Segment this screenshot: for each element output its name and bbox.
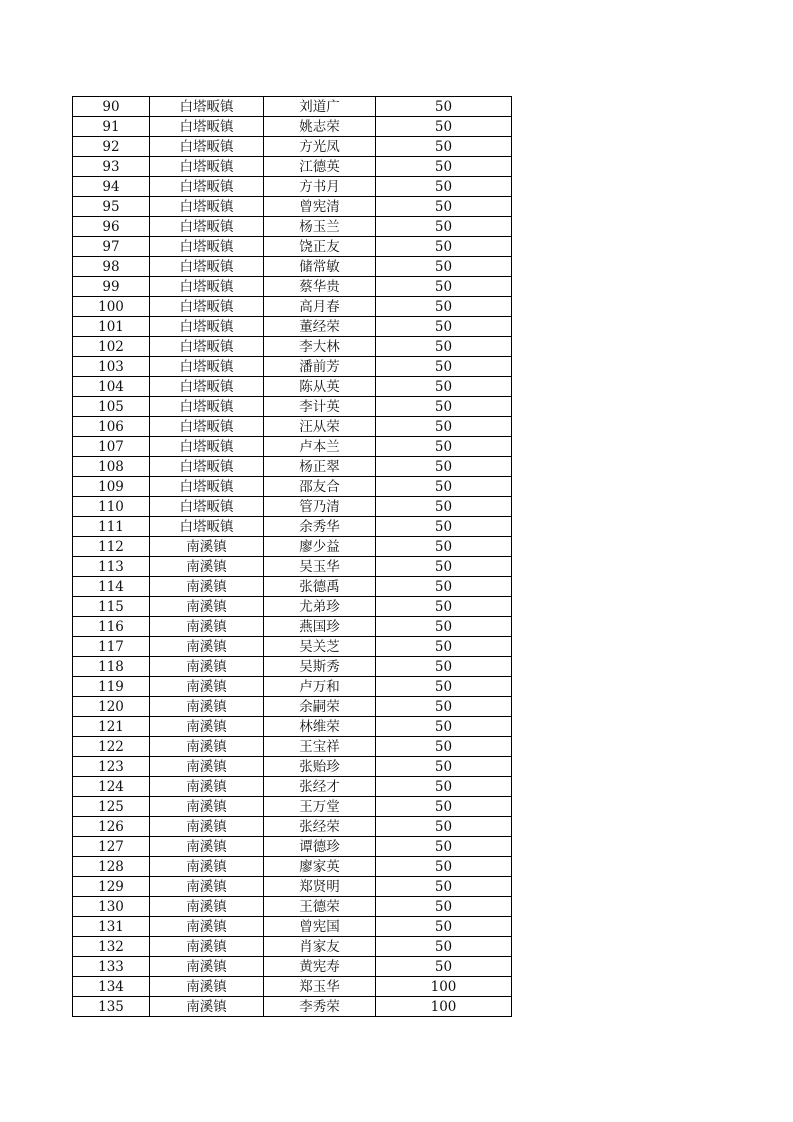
town-cell: 白塔畈镇 xyxy=(150,477,264,497)
amount-cell: 50 xyxy=(376,697,512,717)
town-cell: 白塔畈镇 xyxy=(150,337,264,357)
amount-cell: 50 xyxy=(376,477,512,497)
table-row xyxy=(73,537,512,557)
row-number-cell: 92 xyxy=(73,137,150,157)
town-cell: 白塔畈镇 xyxy=(150,157,264,177)
table-row xyxy=(73,737,512,757)
name-cell: 杨玉兰 xyxy=(264,217,376,237)
table-row xyxy=(73,457,512,477)
table-row xyxy=(73,797,512,817)
row-number-cell: 125 xyxy=(73,797,150,817)
town-cell: 南溪镇 xyxy=(150,597,264,617)
row-number-cell: 104 xyxy=(73,377,150,397)
row-number-cell: 107 xyxy=(73,437,150,457)
amount-cell: 50 xyxy=(376,277,512,297)
name-cell: 李大林 xyxy=(264,337,376,357)
name-cell: 潘前芳 xyxy=(264,357,376,377)
amount-cell: 50 xyxy=(376,237,512,257)
name-cell: 张贻珍 xyxy=(264,757,376,777)
name-cell: 陈从英 xyxy=(264,377,376,397)
table-row xyxy=(73,677,512,697)
amount-cell: 50 xyxy=(376,857,512,877)
name-cell: 吴关芝 xyxy=(264,637,376,657)
town-cell: 南溪镇 xyxy=(150,757,264,777)
name-cell: 江德英 xyxy=(264,157,376,177)
town-cell: 白塔畈镇 xyxy=(150,297,264,317)
amount-cell: 50 xyxy=(376,657,512,677)
table-row xyxy=(73,157,512,177)
name-cell: 黄宪寿 xyxy=(264,957,376,977)
row-number-cell: 131 xyxy=(73,917,150,937)
name-cell: 高月春 xyxy=(264,297,376,317)
town-cell: 白塔畈镇 xyxy=(150,197,264,217)
table-row xyxy=(73,517,512,537)
table-row xyxy=(73,597,512,617)
row-number-cell: 101 xyxy=(73,317,150,337)
table-row xyxy=(73,577,512,597)
name-cell: 尤弟珍 xyxy=(264,597,376,617)
name-cell: 张德禹 xyxy=(264,577,376,597)
town-cell: 南溪镇 xyxy=(150,957,264,977)
row-number-cell: 126 xyxy=(73,817,150,837)
row-number-cell: 135 xyxy=(73,997,150,1017)
row-number-cell: 123 xyxy=(73,757,150,777)
amount-cell: 50 xyxy=(376,957,512,977)
row-number-cell: 103 xyxy=(73,357,150,377)
table-row xyxy=(73,777,512,797)
name-cell: 杨正翠 xyxy=(264,457,376,477)
row-number-cell: 99 xyxy=(73,277,150,297)
town-cell: 南溪镇 xyxy=(150,717,264,737)
name-cell: 邵友合 xyxy=(264,477,376,497)
row-number-cell: 110 xyxy=(73,497,150,517)
name-cell: 余秀华 xyxy=(264,517,376,537)
amount-cell: 50 xyxy=(376,617,512,637)
town-cell: 南溪镇 xyxy=(150,637,264,657)
amount-cell: 50 xyxy=(376,397,512,417)
amount-cell: 50 xyxy=(376,317,512,337)
table-row xyxy=(73,417,512,437)
name-cell: 郑玉华 xyxy=(264,977,376,997)
amount-cell: 50 xyxy=(376,917,512,937)
amount-cell: 50 xyxy=(376,437,512,457)
name-cell: 谭德珍 xyxy=(264,837,376,857)
name-cell: 王宝祥 xyxy=(264,737,376,757)
amount-cell: 50 xyxy=(376,457,512,477)
town-cell: 白塔畈镇 xyxy=(150,517,264,537)
table-row xyxy=(73,397,512,417)
town-cell: 南溪镇 xyxy=(150,657,264,677)
amount-cell: 50 xyxy=(376,817,512,837)
town-cell: 白塔畈镇 xyxy=(150,257,264,277)
table-row xyxy=(73,897,512,917)
name-cell: 李计英 xyxy=(264,397,376,417)
table-row xyxy=(73,757,512,777)
amount-cell: 50 xyxy=(376,877,512,897)
name-cell: 刘道广 xyxy=(264,97,376,117)
row-number-cell: 116 xyxy=(73,617,150,637)
row-number-cell: 119 xyxy=(73,677,150,697)
town-cell: 白塔畈镇 xyxy=(150,397,264,417)
name-cell: 廖家英 xyxy=(264,857,376,877)
row-number-cell: 98 xyxy=(73,257,150,277)
town-cell: 白塔畈镇 xyxy=(150,497,264,517)
town-cell: 白塔畈镇 xyxy=(150,97,264,117)
amount-cell: 50 xyxy=(376,497,512,517)
amount-cell: 50 xyxy=(376,717,512,737)
row-number-cell: 130 xyxy=(73,897,150,917)
town-cell: 白塔畈镇 xyxy=(150,217,264,237)
table-row xyxy=(73,937,512,957)
table-row xyxy=(73,477,512,497)
town-cell: 白塔畈镇 xyxy=(150,317,264,337)
row-number-cell: 91 xyxy=(73,117,150,137)
table-row xyxy=(73,977,512,997)
town-cell: 南溪镇 xyxy=(150,877,264,897)
town-cell: 南溪镇 xyxy=(150,617,264,637)
amount-cell: 50 xyxy=(376,377,512,397)
name-cell: 姚志荣 xyxy=(264,117,376,137)
amount-cell: 50 xyxy=(376,137,512,157)
amount-cell: 50 xyxy=(376,897,512,917)
amount-cell: 50 xyxy=(376,537,512,557)
name-cell: 曾宪清 xyxy=(264,197,376,217)
amount-cell: 50 xyxy=(376,417,512,437)
town-cell: 南溪镇 xyxy=(150,897,264,917)
name-cell: 余嗣荣 xyxy=(264,697,376,717)
row-number-cell: 120 xyxy=(73,697,150,717)
table-row xyxy=(73,97,512,117)
name-cell: 张经荣 xyxy=(264,817,376,837)
table-row xyxy=(73,337,512,357)
table-row xyxy=(73,317,512,337)
town-cell: 南溪镇 xyxy=(150,677,264,697)
table-row xyxy=(73,637,512,657)
row-number-cell: 97 xyxy=(73,237,150,257)
name-cell: 卢本兰 xyxy=(264,437,376,457)
table-row xyxy=(73,217,512,237)
table-row xyxy=(73,137,512,157)
name-cell: 吴斯秀 xyxy=(264,657,376,677)
town-cell: 南溪镇 xyxy=(150,537,264,557)
table-row xyxy=(73,857,512,877)
table-row xyxy=(73,817,512,837)
town-cell: 白塔畈镇 xyxy=(150,117,264,137)
row-number-cell: 96 xyxy=(73,217,150,237)
name-cell: 王万堂 xyxy=(264,797,376,817)
amount-cell: 50 xyxy=(376,517,512,537)
amount-cell: 50 xyxy=(376,157,512,177)
table-body xyxy=(73,97,512,1017)
row-number-cell: 90 xyxy=(73,97,150,117)
name-cell: 管乃清 xyxy=(264,497,376,517)
row-number-cell: 105 xyxy=(73,397,150,417)
name-cell: 燕国珍 xyxy=(264,617,376,637)
name-cell: 方光凤 xyxy=(264,137,376,157)
town-cell: 南溪镇 xyxy=(150,797,264,817)
town-cell: 南溪镇 xyxy=(150,697,264,717)
table-row xyxy=(73,437,512,457)
table-row xyxy=(73,697,512,717)
amount-cell: 50 xyxy=(376,117,512,137)
town-cell: 白塔畈镇 xyxy=(150,377,264,397)
town-cell: 白塔畈镇 xyxy=(150,237,264,257)
table-row xyxy=(73,657,512,677)
row-number-cell: 113 xyxy=(73,557,150,577)
name-cell: 吴玉华 xyxy=(264,557,376,577)
row-number-cell: 121 xyxy=(73,717,150,737)
town-cell: 白塔畈镇 xyxy=(150,457,264,477)
row-number-cell: 132 xyxy=(73,937,150,957)
name-cell: 饶正友 xyxy=(264,237,376,257)
row-number-cell: 129 xyxy=(73,877,150,897)
table-row xyxy=(73,297,512,317)
amount-cell: 50 xyxy=(376,797,512,817)
amount-cell: 100 xyxy=(376,977,512,997)
table-row xyxy=(73,197,512,217)
amount-cell: 50 xyxy=(376,357,512,377)
data-table xyxy=(72,96,512,1017)
row-number-cell: 122 xyxy=(73,737,150,757)
table-row xyxy=(73,837,512,857)
name-cell: 方书月 xyxy=(264,177,376,197)
name-cell: 王德荣 xyxy=(264,897,376,917)
table-row xyxy=(73,117,512,137)
name-cell: 董经荣 xyxy=(264,317,376,337)
town-cell: 南溪镇 xyxy=(150,977,264,997)
town-cell: 白塔畈镇 xyxy=(150,357,264,377)
row-number-cell: 106 xyxy=(73,417,150,437)
row-number-cell: 112 xyxy=(73,537,150,557)
amount-cell: 50 xyxy=(376,757,512,777)
table-row xyxy=(73,917,512,937)
row-number-cell: 93 xyxy=(73,157,150,177)
name-cell: 蔡华贵 xyxy=(264,277,376,297)
amount-cell: 50 xyxy=(376,257,512,277)
town-cell: 白塔畈镇 xyxy=(150,437,264,457)
row-number-cell: 95 xyxy=(73,197,150,217)
table-row xyxy=(73,497,512,517)
row-number-cell: 134 xyxy=(73,977,150,997)
amount-cell: 50 xyxy=(376,197,512,217)
table-row xyxy=(73,257,512,277)
amount-cell: 50 xyxy=(376,297,512,317)
town-cell: 南溪镇 xyxy=(150,997,264,1017)
table-row xyxy=(73,177,512,197)
row-number-cell: 108 xyxy=(73,457,150,477)
name-cell: 李秀荣 xyxy=(264,997,376,1017)
town-cell: 南溪镇 xyxy=(150,737,264,757)
name-cell: 林维荣 xyxy=(264,717,376,737)
amount-cell: 50 xyxy=(376,597,512,617)
row-number-cell: 133 xyxy=(73,957,150,977)
amount-cell: 50 xyxy=(376,677,512,697)
amount-cell: 50 xyxy=(376,337,512,357)
town-cell: 白塔畈镇 xyxy=(150,137,264,157)
town-cell: 白塔畈镇 xyxy=(150,177,264,197)
row-number-cell: 115 xyxy=(73,597,150,617)
amount-cell: 50 xyxy=(376,637,512,657)
table-row xyxy=(73,377,512,397)
name-cell: 张经才 xyxy=(264,777,376,797)
table-row xyxy=(73,617,512,637)
table-row xyxy=(73,877,512,897)
name-cell: 曾宪国 xyxy=(264,917,376,937)
town-cell: 南溪镇 xyxy=(150,817,264,837)
row-number-cell: 128 xyxy=(73,857,150,877)
row-number-cell: 127 xyxy=(73,837,150,857)
town-cell: 南溪镇 xyxy=(150,557,264,577)
amount-cell: 50 xyxy=(376,577,512,597)
table-row xyxy=(73,717,512,737)
row-number-cell: 109 xyxy=(73,477,150,497)
row-number-cell: 117 xyxy=(73,637,150,657)
town-cell: 南溪镇 xyxy=(150,917,264,937)
amount-cell: 50 xyxy=(376,177,512,197)
town-cell: 白塔畈镇 xyxy=(150,277,264,297)
table-row xyxy=(73,997,512,1017)
town-cell: 南溪镇 xyxy=(150,837,264,857)
town-cell: 南溪镇 xyxy=(150,777,264,797)
name-cell: 汪从荣 xyxy=(264,417,376,437)
table-row xyxy=(73,237,512,257)
town-cell: 南溪镇 xyxy=(150,857,264,877)
town-cell: 白塔畈镇 xyxy=(150,417,264,437)
table-row xyxy=(73,277,512,297)
table-row xyxy=(73,357,512,377)
amount-cell: 100 xyxy=(376,997,512,1017)
row-number-cell: 124 xyxy=(73,777,150,797)
name-cell: 肖家友 xyxy=(264,937,376,957)
row-number-cell: 111 xyxy=(73,517,150,537)
name-cell: 郑贤明 xyxy=(264,877,376,897)
name-cell: 卢万和 xyxy=(264,677,376,697)
row-number-cell: 102 xyxy=(73,337,150,357)
town-cell: 南溪镇 xyxy=(150,937,264,957)
amount-cell: 50 xyxy=(376,837,512,857)
row-number-cell: 94 xyxy=(73,177,150,197)
amount-cell: 50 xyxy=(376,737,512,757)
name-cell: 储常敏 xyxy=(264,257,376,277)
name-cell: 廖少益 xyxy=(264,537,376,557)
amount-cell: 50 xyxy=(376,217,512,237)
town-cell: 南溪镇 xyxy=(150,577,264,597)
row-number-cell: 114 xyxy=(73,577,150,597)
amount-cell: 50 xyxy=(376,937,512,957)
row-number-cell: 118 xyxy=(73,657,150,677)
table-row xyxy=(73,557,512,577)
row-number-cell: 100 xyxy=(73,297,150,317)
table-row xyxy=(73,957,512,977)
amount-cell: 50 xyxy=(376,777,512,797)
amount-cell: 50 xyxy=(376,557,512,577)
amount-cell: 50 xyxy=(376,97,512,117)
